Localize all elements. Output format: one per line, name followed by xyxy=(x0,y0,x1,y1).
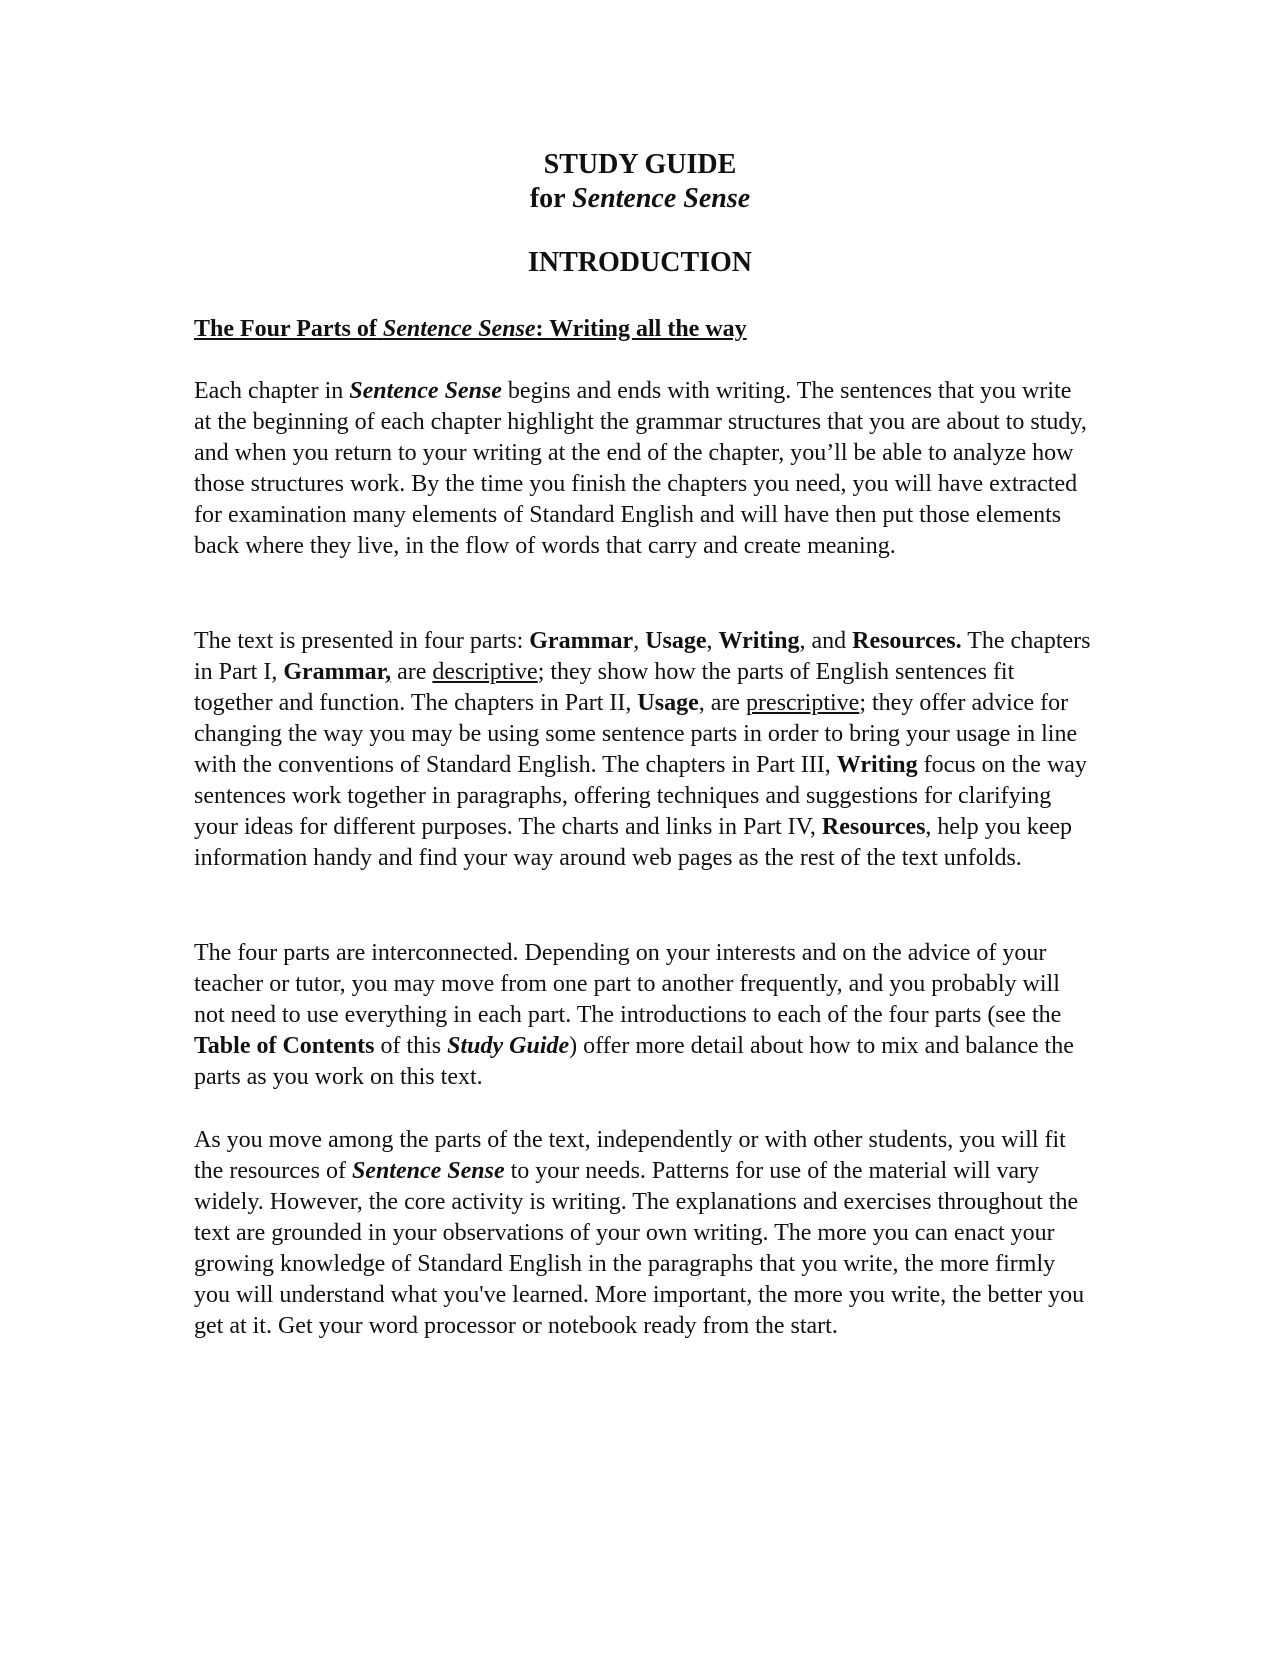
p2-text-8: , help you keep information handy and find your way around web pages as the rest of the text unfolds. xyxy=(194,814,1073,871)
subtitle-prefix: for xyxy=(529,183,566,214)
p2-text-4: ; they show how the parts of English sentences fit together and function. The chapters in Part II, xyxy=(194,659,1015,716)
document-title: STUDY GUIDE xyxy=(543,149,737,180)
p2-writing: Writing xyxy=(718,628,800,654)
section-title: INTRODUCTION xyxy=(527,247,753,278)
subsection-heading xyxy=(194,314,747,344)
p2-resources: Resources. xyxy=(852,628,962,654)
paragraph-1 xyxy=(194,376,1094,562)
p2-text-5: , are xyxy=(698,690,747,716)
p1-text-1: Each chapter in xyxy=(194,378,350,404)
p2-writing-2: Writing xyxy=(836,752,918,778)
paragraph-3 xyxy=(194,938,1094,1093)
title-block xyxy=(0,148,1280,216)
document-subtitle xyxy=(0,182,1280,216)
p2-resources-2: Resources xyxy=(821,814,926,840)
p1-text-2: begins and ends with writing. The sentences that you write at the beginning of each chapter highlight the grammar structures that you are about to study, and when you return to your writing at the end of the chapter, you’ll be able to analyze how those structures work. By the time you finish the chapters you need, you will have extracted for examination many elements of Standard English and will have then put those elements back where they live, in the flow of words that carry and create meaning. xyxy=(194,378,1087,559)
p3-text-2: of this xyxy=(374,1033,448,1059)
p2-grammar: Grammar xyxy=(529,628,634,654)
p4-book-title: Sentence Sense xyxy=(351,1158,505,1184)
p4-text-1: As you move among the parts of the text, independently or with other students, you will fit the resources of xyxy=(194,1127,1066,1184)
p2-comma-2: , xyxy=(706,628,719,654)
p2-descriptive: descriptive xyxy=(432,659,538,685)
p2-prescriptive: prescriptive xyxy=(746,690,860,716)
p2-text-7: focus on the way sentences work together in paragraphs, offering techniques and suggestions for clarifying your ideas for different purposes. The charts and links in Part IV, xyxy=(194,752,1087,840)
p1-book-title: Sentence Sense xyxy=(349,378,502,404)
p3-text-1: The four parts are interconnected. Depending on your interests and on the advice of your teacher or tutor, you may move from one part to another frequently, and you probably will not need to use everything in each part. The introductions to each of the four parts (see the xyxy=(194,940,1062,1028)
p2-text-3: are xyxy=(391,659,433,685)
subsection-heading-part2: : Writing all the way xyxy=(535,316,747,342)
paragraph-2 xyxy=(194,626,1094,874)
paragraph-4 xyxy=(194,1125,1094,1342)
p2-usage: Usage xyxy=(645,628,707,654)
p3-table-of-contents: Table of Contents xyxy=(194,1033,375,1059)
p2-grammar-2: Grammar xyxy=(283,659,386,685)
subtitle-book-title: Sentence Sense xyxy=(572,183,751,214)
p3-study-guide: Study Guide xyxy=(447,1033,570,1059)
p2-comma-3: , and xyxy=(799,628,853,654)
p2-usage-2: Usage xyxy=(637,690,699,716)
p2-comma-1: , xyxy=(633,628,646,654)
p2-text-2: The chapters in Part I, xyxy=(194,628,1091,685)
p3-text-3: ) offer more detail about how to mix and balance the parts as you work on this text. xyxy=(194,1033,1074,1090)
p2-text-1: The text is presented in four parts: xyxy=(194,628,530,654)
subsection-heading-book: Sentence Sense xyxy=(382,316,536,342)
p2-text-6: ; they offer advice for changing the way you may be using some sentence parts in order to bring your usage in line with the conventions of Standard English. The chapters in Part III, xyxy=(194,690,1078,778)
p4-text-2: to your needs. Patterns for use of the material will vary widely. However, the core activity is writing. The explanations and exercises throughout the text are grounded in your observations of your own writing. The more you can enact your growing knowledge of Standard English in the paragraphs that you write, the more firmly you will understand what you've learned. More important, the more you write, the better you get at it. Get your word processor or notebook ready from the start. xyxy=(194,1158,1085,1339)
subsection-heading-part1: The Four Parts of xyxy=(194,316,377,342)
p2-underlined-comma: , xyxy=(385,659,392,685)
